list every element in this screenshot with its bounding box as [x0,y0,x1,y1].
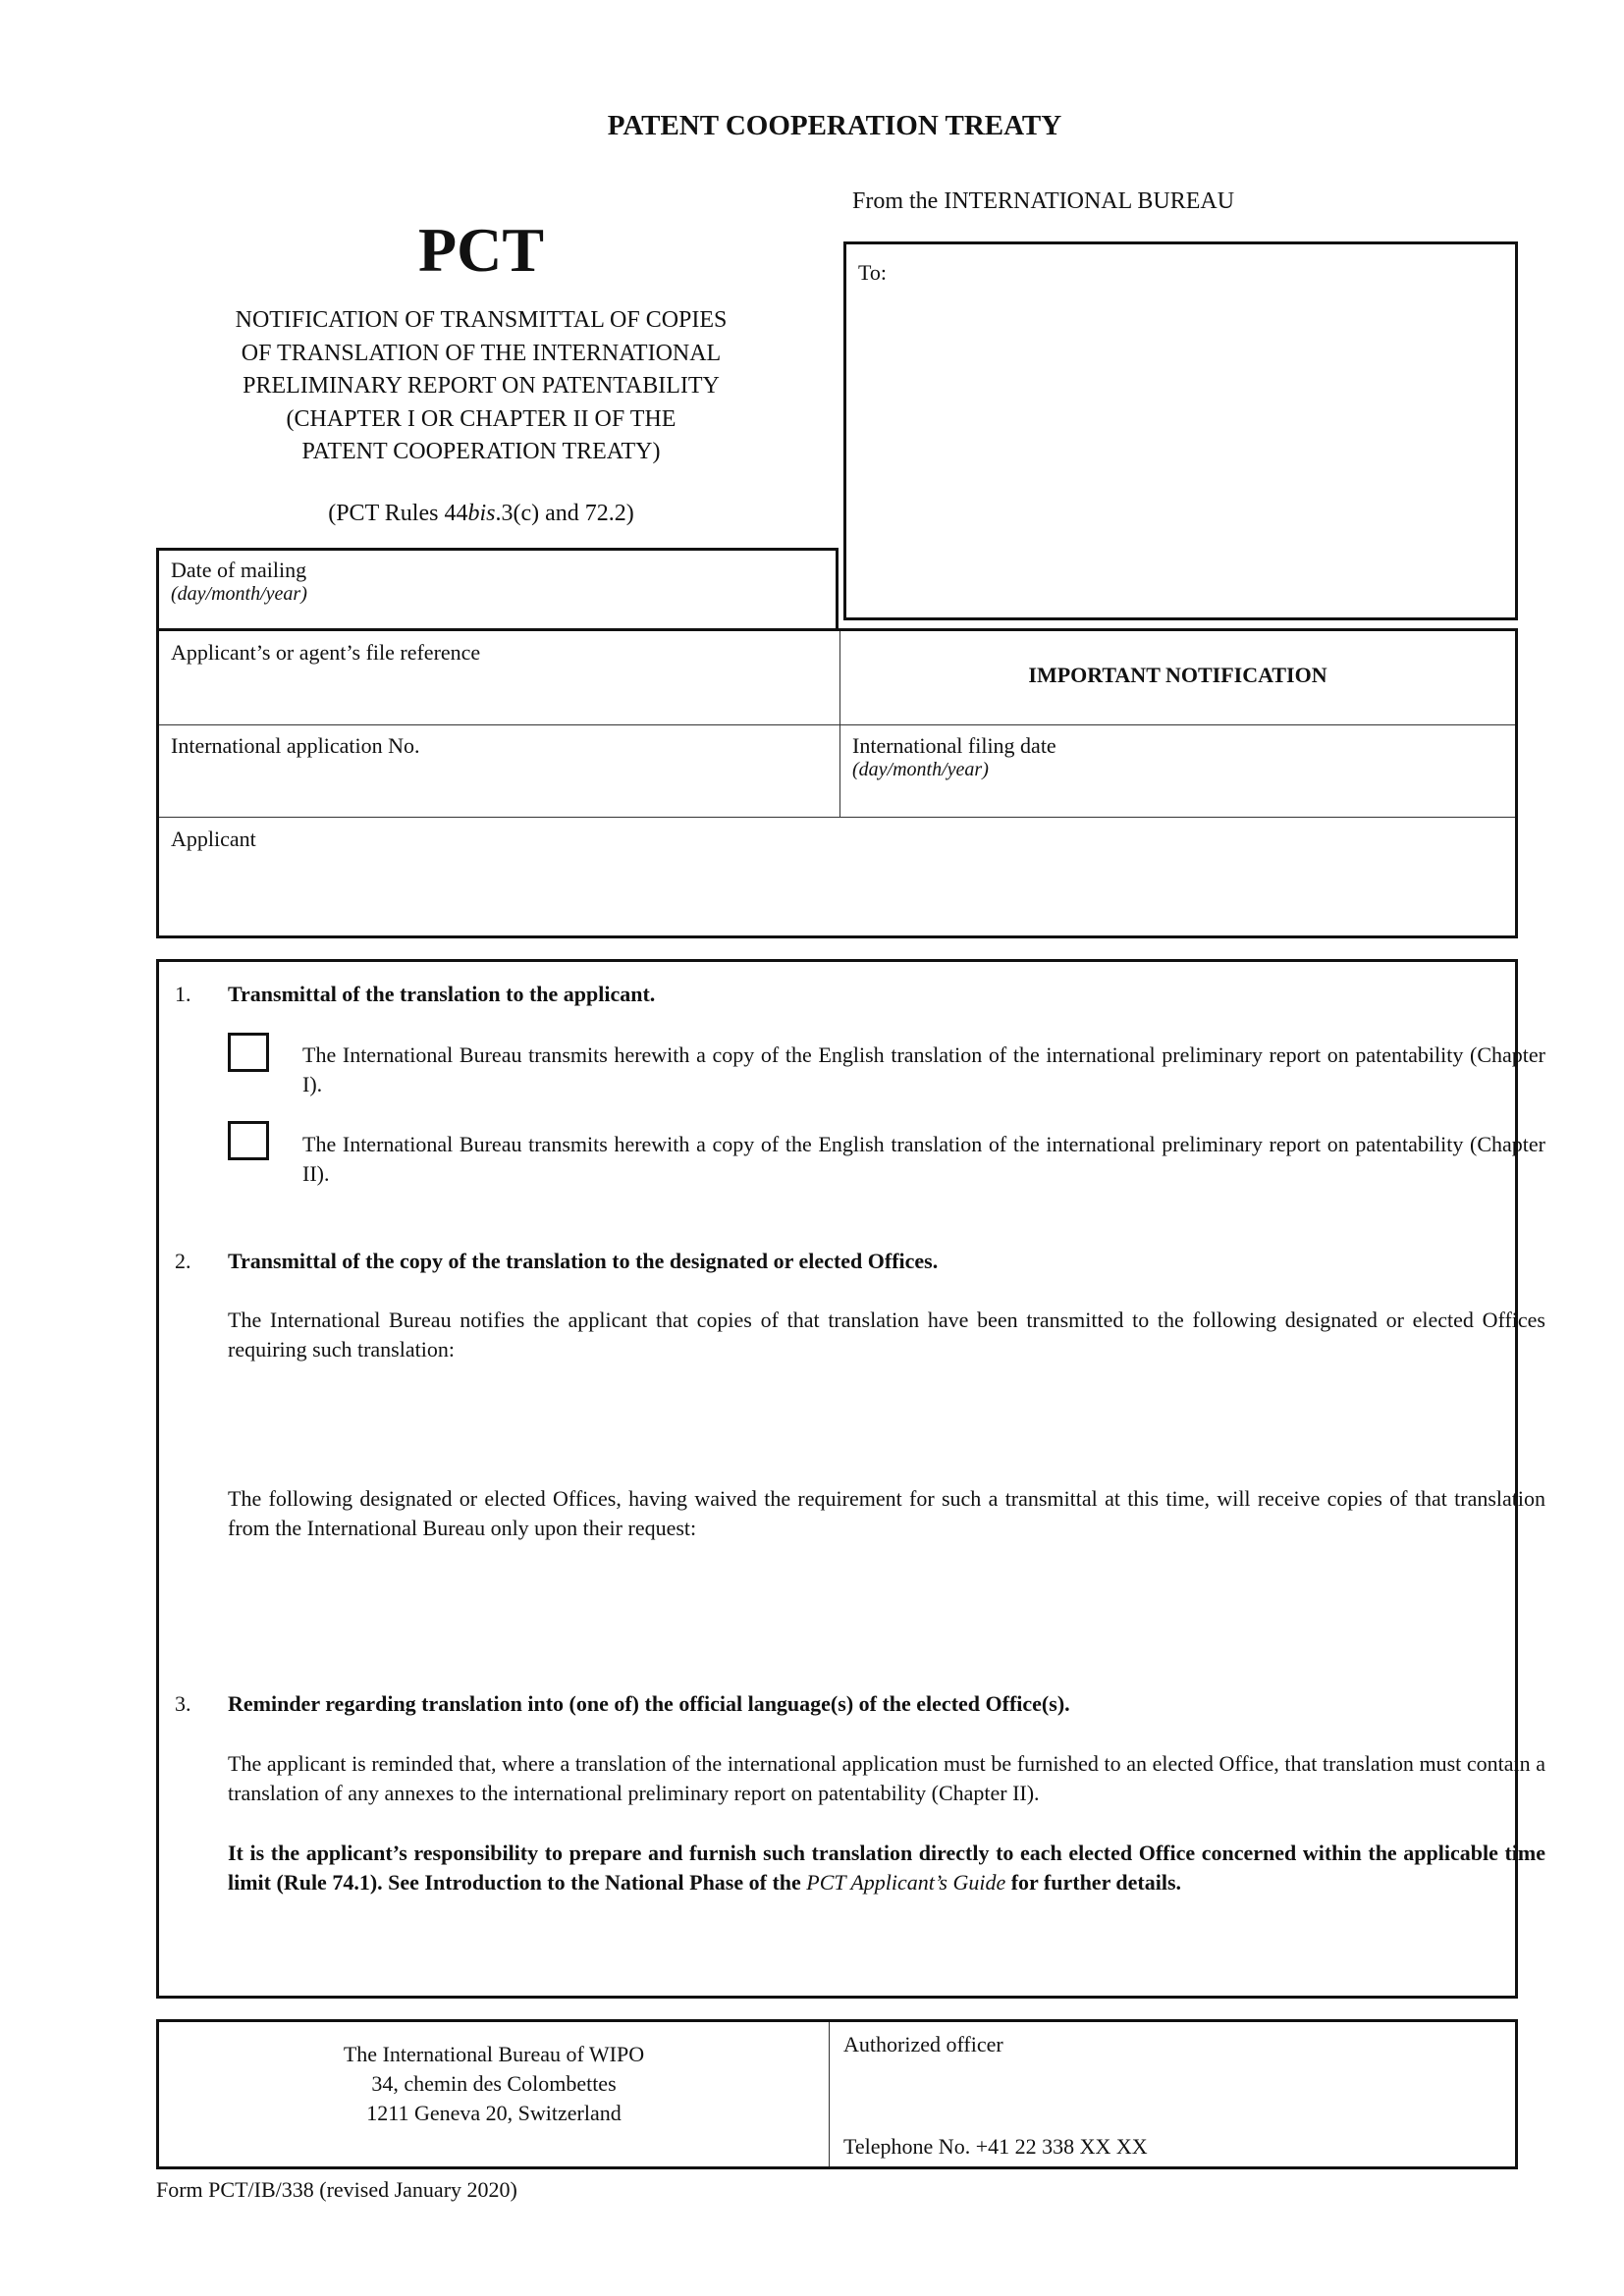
applicant-cell[interactable] [159,818,1515,935]
form-number: Form PCT/IB/338 (revised January 2020) [156,2177,517,2202]
file-reference-cell[interactable] [159,631,840,725]
telephone-number: Telephone No. +41 22 338 XX XX [843,2134,1148,2159]
section-1-number: 1. [175,982,191,1006]
title-line: PRELIMINARY REPORT ON PATENTABILITY [243,373,720,399]
date-mailing-label: Date of mailing [171,558,307,582]
filing-hint: (day/month/year) [852,759,989,780]
file-ref-label: Applicant’s or agent’s file reference [171,640,481,665]
important-notification-cell [840,631,1515,725]
rules-pre: (PCT Rules 44 [328,501,468,526]
authorized-officer-label: Authorized officer [843,2032,1003,2056]
section-3-text: The applicant is reminded that, where a translation of the international application must be furnished to an elected Office, that translation must contain a translation of any annexes to the international preliminary report on patentability (Chapter II). [228,1751,1545,1805]
section-3-number: 3. [175,1691,191,1716]
pct-logo: PCT [418,215,544,285]
from-bureau: From the INTERNATIONAL BUREAU [852,188,1235,214]
date-hint: (day/month/year) [171,583,307,605]
section-2-text: The International Bureau notifies the applicant that copies of that translation have been transmitted to the following designated or elected Offices requiring such translation: [228,1308,1545,1362]
app-no-label: International application No. [171,733,420,758]
footer-divider [829,2022,830,2166]
applicant-label: Applicant [171,827,256,851]
rules-post: .3(c) and 72.2) [495,501,634,526]
chapter-2-option: The International Bureau transmits herewith a copy of the English translation of the international preliminary report on patentability (Chapter II). [302,1132,1545,1186]
chapter-2-checkbox[interactable] [228,1121,269,1160]
title-line: NOTIFICATION OF TRANSMITTAL OF COPIES [235,307,728,333]
address-line: 1211 Geneva 20, Switzerland [366,2101,622,2125]
section-2-waived-text: The following designated or elected Offices, having waived the requirement for such a transmittal at this time, will receive copies of that translation from the International Bureau only upon their request: [228,1486,1545,1540]
address-line: The International Bureau of WIPO [343,2042,645,2066]
resp-guide: PCT Applicant’s Guide [806,1870,1006,1895]
filing-date-cell[interactable] [840,724,1515,818]
to-address-box[interactable] [843,241,1518,620]
section-2-title: Transmittal of the copy of the translation to the designated or elected Offices. [228,1249,939,1273]
resp-b: for further details. [1005,1870,1182,1895]
section-3-title: Reminder regarding translation into (one of) the official language(s) of the elected Office(s). [228,1691,1070,1716]
chapter-1-option: The International Bureau transmits herewith a copy of the English translation of the international preliminary report on patentability (Chapter I). [302,1042,1545,1096]
title-line: OF TRANSLATION OF THE INTERNATIONAL [241,340,722,366]
filing-date-label: International filing date [852,733,1056,758]
chapter-1-checkbox[interactable] [228,1033,269,1072]
form-title [157,304,805,469]
application-no-cell[interactable] [159,724,840,818]
title-line: (CHAPTER I OR CHAPTER II OF THE [286,405,677,432]
section-1-title: Transmittal of the translation to the applicant. [228,982,656,1006]
section-2-number: 2. [175,1249,191,1273]
resp-a: It is the applicant’s responsibility to prepare and furnish such translation directly to each elected Office concerned within the applicable time limit (Rule 74.1). See Introduction to the National Phase of the [228,1841,1545,1895]
application-info-table [156,628,1518,938]
rules-ref [157,501,805,527]
section-3-responsibility [228,1839,1545,1897]
footer-box [156,2019,1518,2169]
address-line: 34, chemin des Colombettes [371,2071,617,2096]
rules-it: bis [467,501,496,526]
treaty-title: PATENT COOPERATION TREATY [607,110,1062,141]
to-label: To: [858,260,888,285]
title-line: PATENT COOPERATION TREATY) [301,439,661,464]
important-label: IMPORTANT NOTIFICATION [1028,663,1327,687]
date-mailing-cell[interactable] [156,548,839,630]
